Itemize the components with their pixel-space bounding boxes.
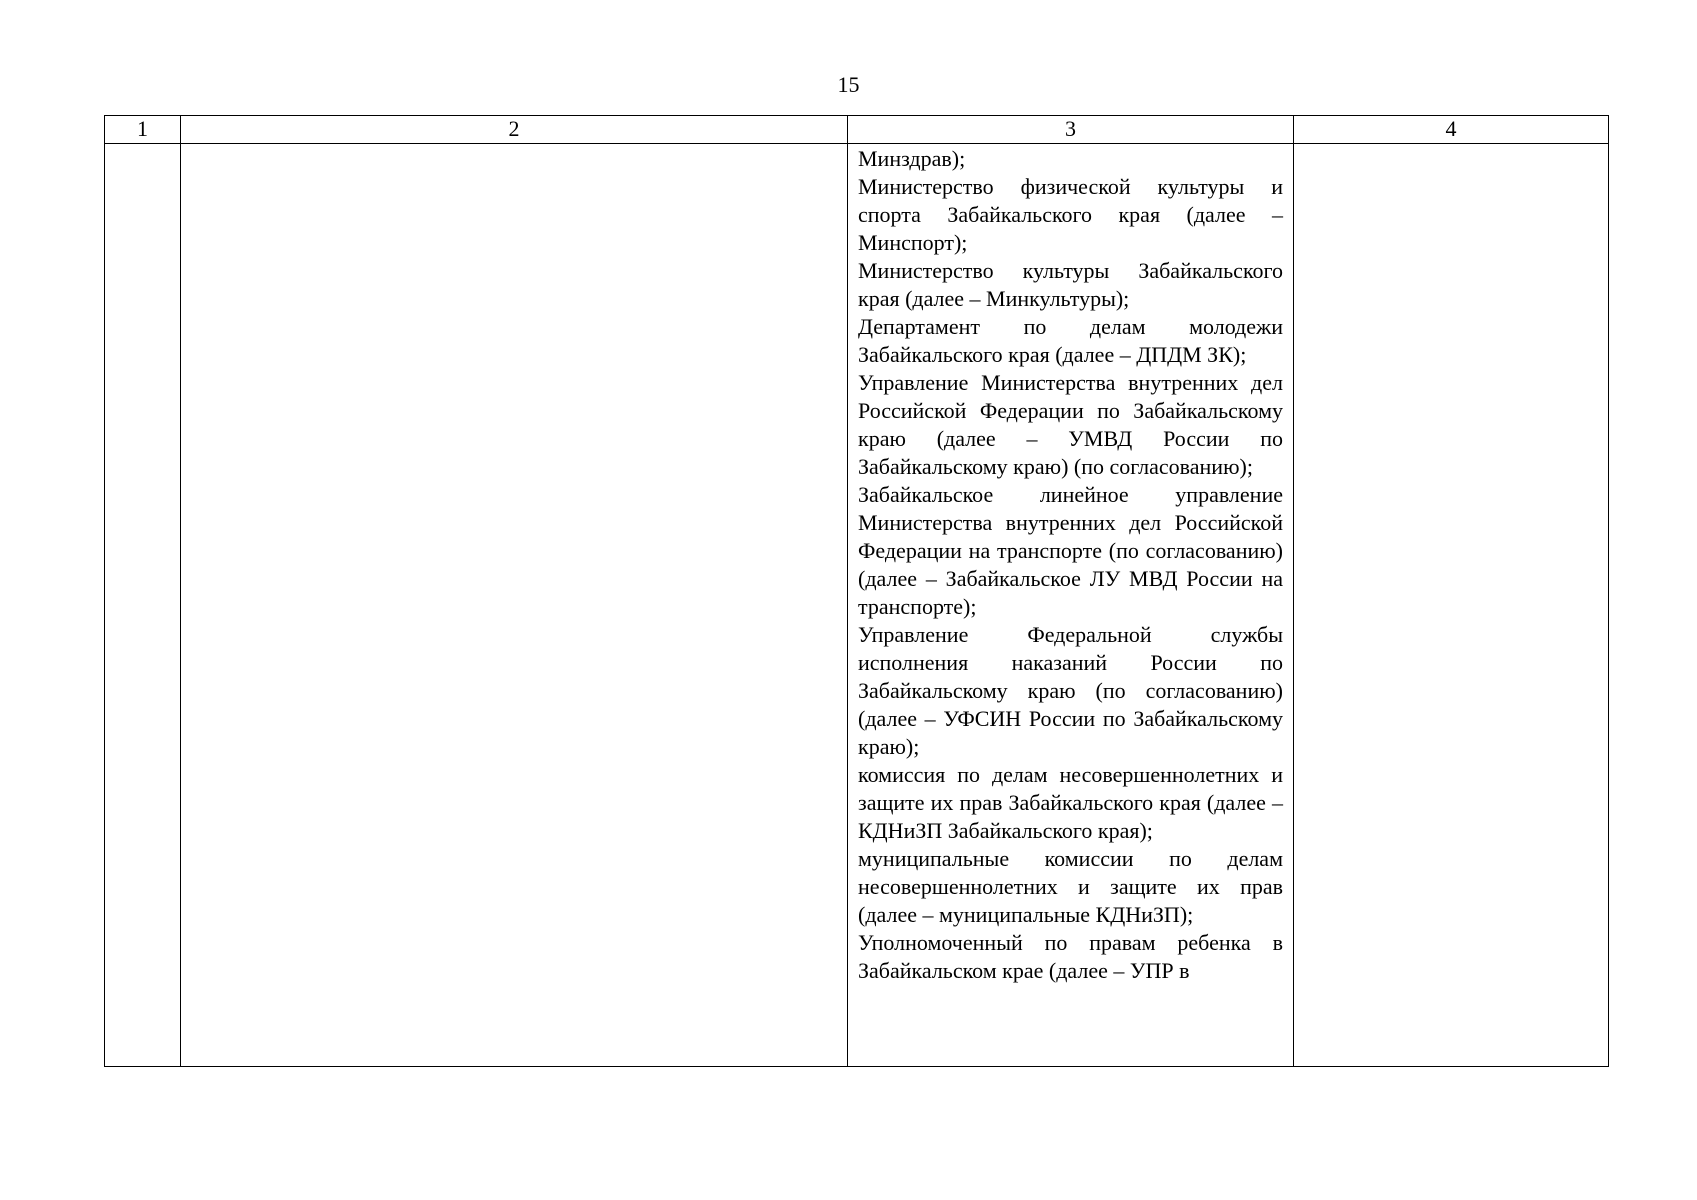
cell-col-2-text: [181, 144, 847, 145]
cell-col-1-text: [105, 144, 180, 145]
column-header-1: 1: [105, 116, 181, 144]
column-header-2: 2: [181, 116, 848, 144]
table-header-row: [105, 116, 1609, 144]
cell-col-3: [848, 144, 1294, 1067]
column-header-4: 4: [1294, 116, 1609, 144]
cell-col-4: [1294, 144, 1609, 1067]
cell-col-2: [181, 144, 848, 1067]
table-row: [105, 144, 1609, 1067]
executors-text: Минздрав); Министерство физической культуры и спорта Забайкальского края (далее – Минспорт); Министерство культуры Забайкальского края (далее – Минкультуры); Департамент по делам молодежи Забайкальского края (далее – ДПДМ ЗК); Управление Министерства внутренних дел Российской Федерации по Забайкальскому краю (далее – УМВД России по Забайкальскому краю) (по согласованию); Забайкальское линейное управление Министерства внутренних дел Российской Федерации на транспорте (по согласованию) (далее – Забайкальское ЛУ МВД России на транспорте); Управление Федеральной службы исполнения наказаний России по Забайкальскому краю (по согласованию) (далее – УФСИН России по Забайкальскому краю); комиссия по делам несовершеннолетних и защите их прав Забайкальского края (далее – КДНиЗП Забайкальского края); муниципальные комиссии по делам несовершеннолетних и защите их прав (далее – муниципальные КДНиЗП); Уполномоченный по правам ребенка в Забайкальском крае (далее – УПР в: [858, 146, 1283, 983]
page-number: 15: [837, 72, 860, 97]
document-table: [104, 115, 1609, 1067]
column-header-3: 3: [848, 116, 1294, 144]
cell-col-4-text: [1294, 144, 1608, 145]
cell-col-1: [105, 144, 181, 1067]
